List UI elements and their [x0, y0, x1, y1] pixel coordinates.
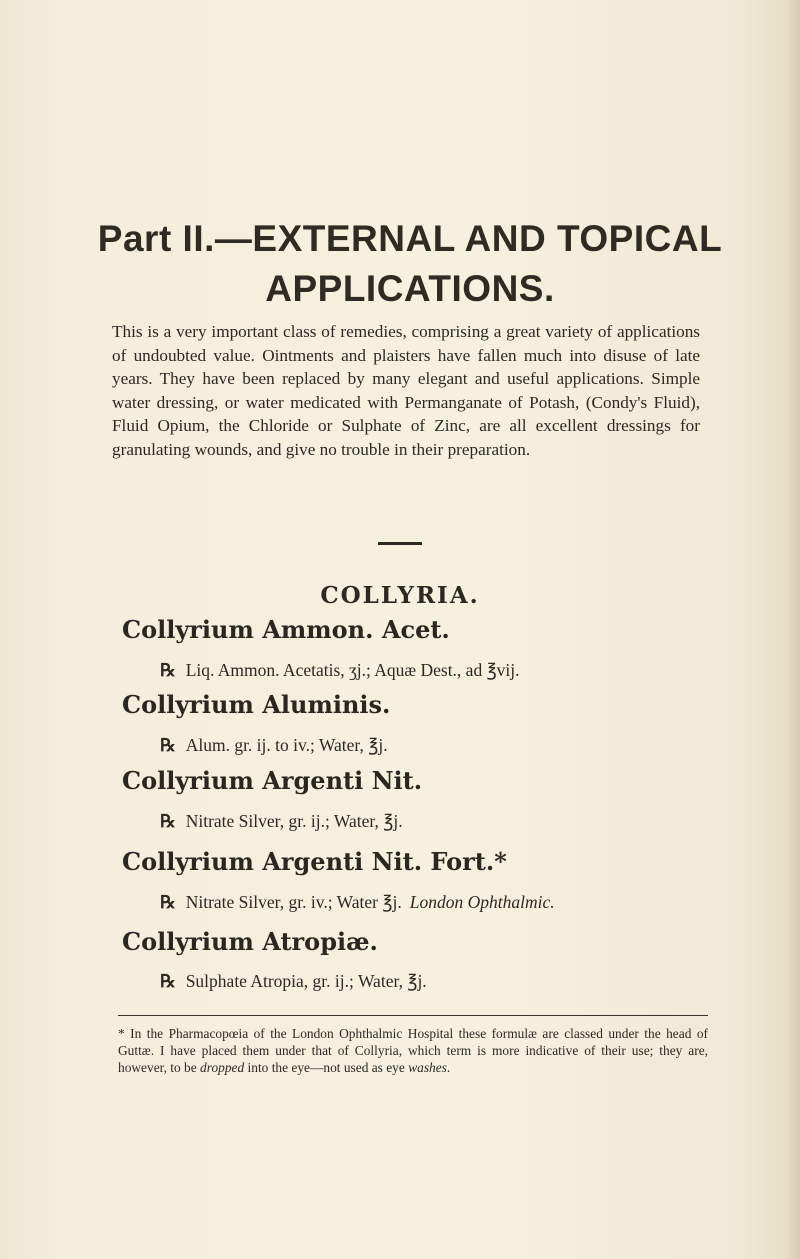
entry-formula: [160, 660, 740, 681]
footnote-emphasis-dropped: dropped: [200, 1060, 245, 1075]
formula-text: Nitrate Silver, gr. iv.; Water ℥j.: [185, 892, 402, 912]
recipe-symbol: ℞: [160, 892, 176, 912]
formula-text: Sulphate Atropia, gr. ij.; Water, ℥j.: [185, 971, 427, 991]
part-title-line2: APPLICATIONS.: [265, 268, 555, 309]
page-edge-shadow: [786, 0, 800, 1259]
recipe-symbol: ℞: [160, 735, 176, 755]
formula-text: Nitrate Silver, gr. ij.; Water, ℥j.: [185, 811, 403, 831]
formula-source: London Ophthalmic.: [409, 892, 555, 912]
recipe-symbol: ℞: [160, 811, 176, 831]
entry-title: Collyrium Aluminis.: [122, 690, 391, 719]
entry-formula: [160, 892, 740, 913]
footnote-emphasis-washes: washes: [408, 1060, 447, 1075]
entry-formula: [160, 811, 740, 832]
section-divider: [378, 542, 422, 545]
formula-text: Alum. gr. ij. to iv.; Water, ℥j.: [185, 735, 388, 755]
intro-paragraph: This is a very important class of remedies, comprising a great variety of applications of undoubted value. Ointments and plaisters have fallen much into disuse of late years. They have been replaced by many elegant and useful applications. Simple water dressing, or water medicated with Permanganate of Potash, (Condy's Fluid), Fluid Opium, the Chloride or Sulphate of Zinc, are all excellent dressings for granulating wounds, and give no trouble in their preparation.: [112, 322, 700, 459]
recipe-symbol: ℞: [160, 971, 176, 991]
entry-formula: [160, 735, 740, 756]
recipe-symbol: ℞: [160, 660, 176, 680]
section-heading: COLLYRIA.: [320, 582, 480, 609]
footnote-separator: [118, 1015, 708, 1016]
formula-text: Liq. Ammon. Acetatis, ʒj.; Aquæ Dest., ad ℥vij.: [185, 660, 520, 680]
entry-title: Collyrium Argenti Nit. Fort.*: [122, 847, 507, 876]
entry-title: Collyrium Argenti Nit.: [122, 766, 423, 795]
footnote-text: * In the Pharmacopœia of the London Ophthalmic Hospital these formulæ are classed under the head of Guttæ. I have placed them under that of Collyria, which term is more indicative of their use; they are, however, to be: [118, 1026, 708, 1075]
entry-title: Collyrium Ammon. Acet.: [122, 615, 450, 644]
entry-title: Collyrium Atropiæ.: [122, 927, 378, 956]
footnote-text-middle: into the eye—not used as eye: [247, 1060, 405, 1075]
footnote-end: .: [446, 1060, 451, 1075]
footnote: [118, 1025, 708, 1076]
entry-formula: [160, 971, 740, 992]
part-title-line1: Part II.—EXTERNAL AND TOPICAL: [97, 218, 723, 259]
